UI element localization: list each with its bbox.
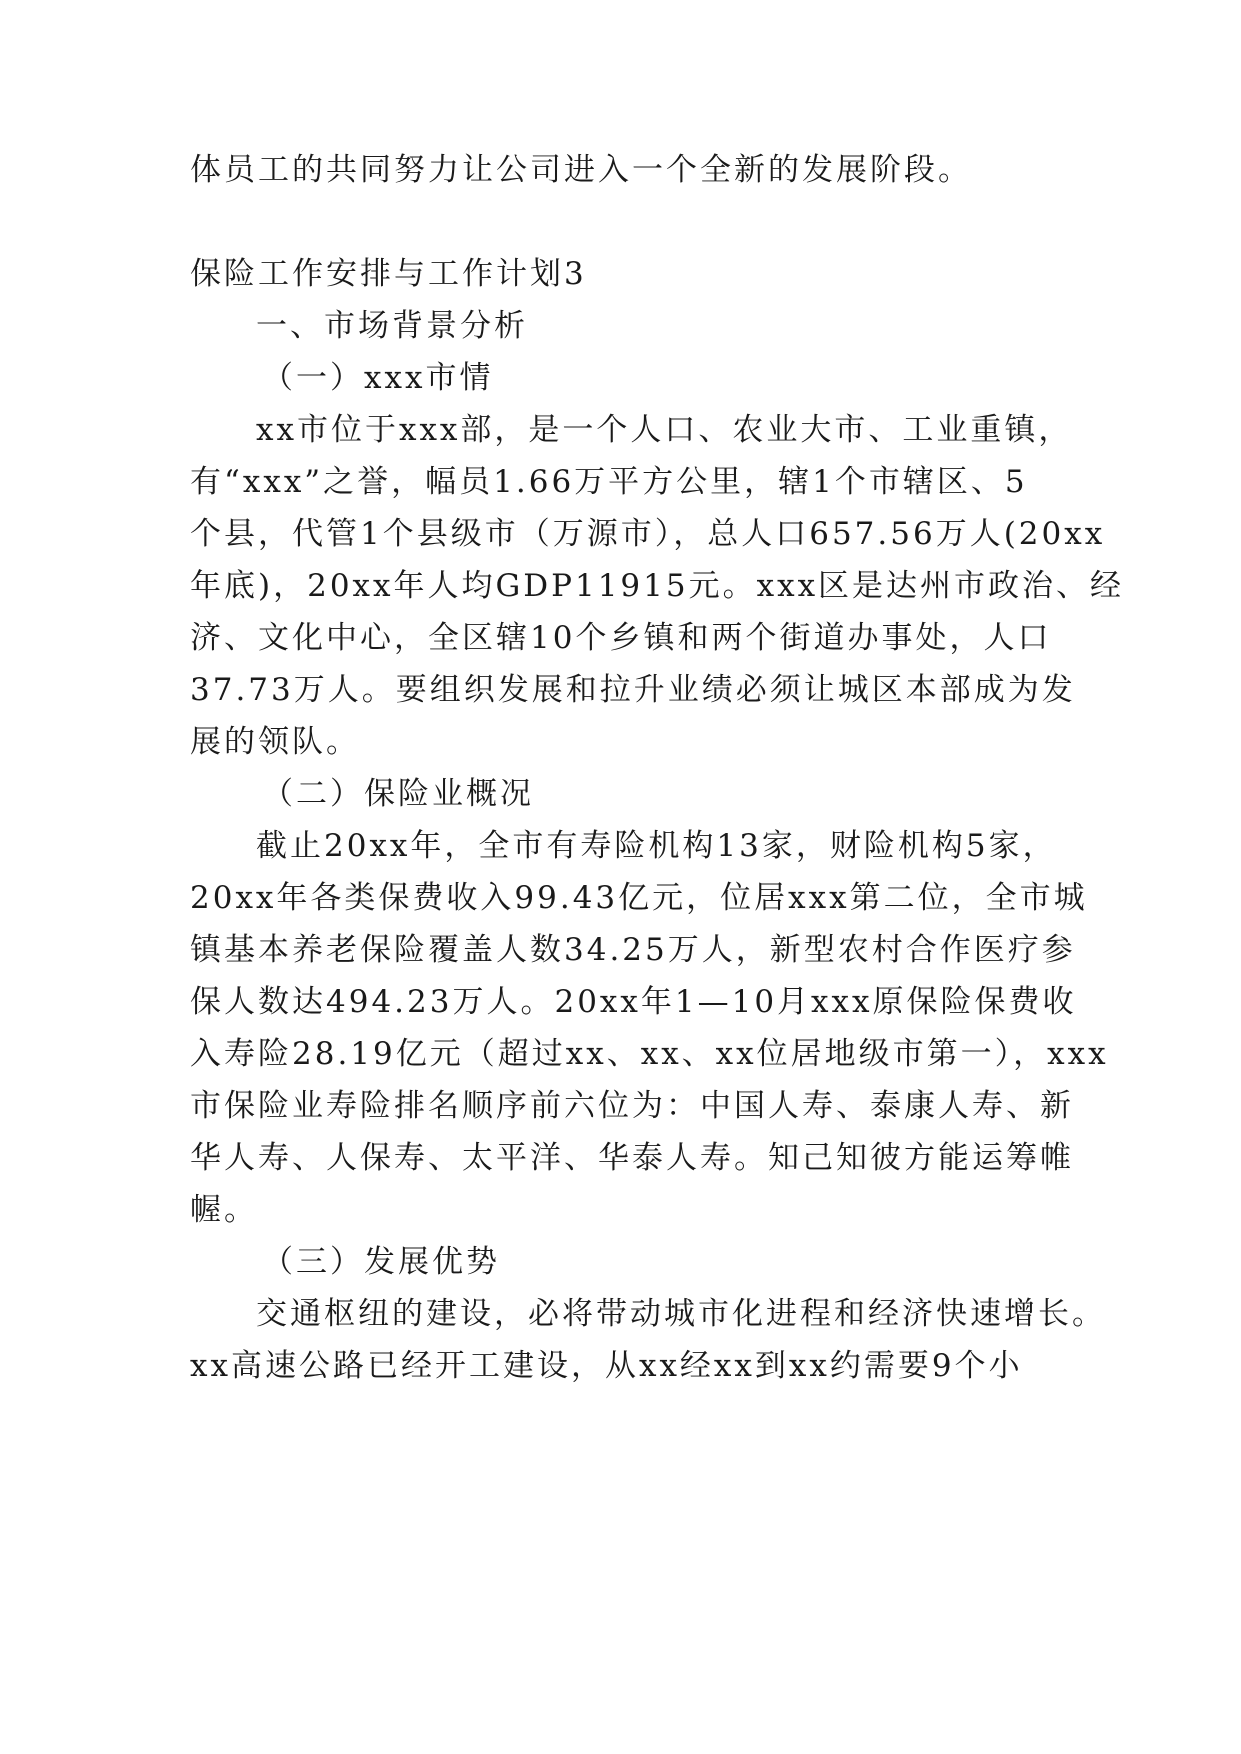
paragraph-line: xx市位于xxx部，是一个人口、农业大市、工业重镇， bbox=[256, 412, 1073, 448]
paragraph-line: 幄。 bbox=[190, 1192, 258, 1228]
subheading-development-advantages: （三）发展优势 bbox=[262, 1244, 500, 1280]
subheading-insurance-overview: （二）保险业概况 bbox=[262, 776, 534, 812]
paragraph-line: 入寿险28.19亿元（超过xx、xx、xx位居地级市第一），xxx bbox=[190, 1036, 1109, 1072]
paragraph-line: 济、文化中心，全区辖10个乡镇和两个街道办事处，人口 bbox=[190, 620, 1052, 656]
subheading-city-situation: （一）xxx市情 bbox=[262, 360, 494, 396]
paragraph-line: 华人寿、人保寿、太平洋、华泰人寿。知己知彼方能运筹帷 bbox=[190, 1140, 1074, 1176]
continuation-line: 体员工的共同努力让公司进入一个全新的发展阶段。 bbox=[190, 152, 972, 188]
paragraph-line: 20xx年各类保费收入99.43亿元，位居xxx第二位，全市城 bbox=[190, 880, 1088, 916]
paragraph-line: xx高速公路已经开工建设，从xx经xx到xx约需要9个小 bbox=[190, 1348, 1023, 1384]
paragraph-line: 市保险业寿险排名顺序前六位为：中国人寿、泰康人寿、新 bbox=[190, 1088, 1074, 1124]
paragraph-line: 保人数达494.23万人。20xx年1—10月xxx原保险保费收 bbox=[190, 984, 1077, 1020]
paragraph-line: 有“xxx”之誉，幅员1.66万平方公里，辖1个市辖区、5 bbox=[190, 464, 1028, 500]
paragraph-line: 截止20xx年，全市有寿险机构13家，财险机构5家， bbox=[256, 828, 1057, 864]
section-title: 保险工作安排与工作计划3 bbox=[190, 256, 587, 292]
paragraph-line: 展的领队。 bbox=[190, 724, 360, 760]
paragraph-line: 交通枢纽的建设，必将带动城市化进程和经济快速增长。 bbox=[256, 1296, 1106, 1332]
paragraph-line: 年底)，20xx年人均GDP11915元。xxx区是达州市政治、经 bbox=[190, 568, 1125, 604]
paragraph-line: 37.73万人。要组织发展和拉升业绩必须让城区本部成为发 bbox=[190, 672, 1076, 708]
heading-market-background: 一、市场背景分析 bbox=[256, 308, 528, 344]
paragraph-line: 镇基本养老保险覆盖人数34.25万人，新型农村合作医疗参 bbox=[190, 932, 1076, 968]
paragraph-line: 个县，代管1个县级市（万源市），总人口657.56万人(20xx bbox=[190, 516, 1106, 552]
